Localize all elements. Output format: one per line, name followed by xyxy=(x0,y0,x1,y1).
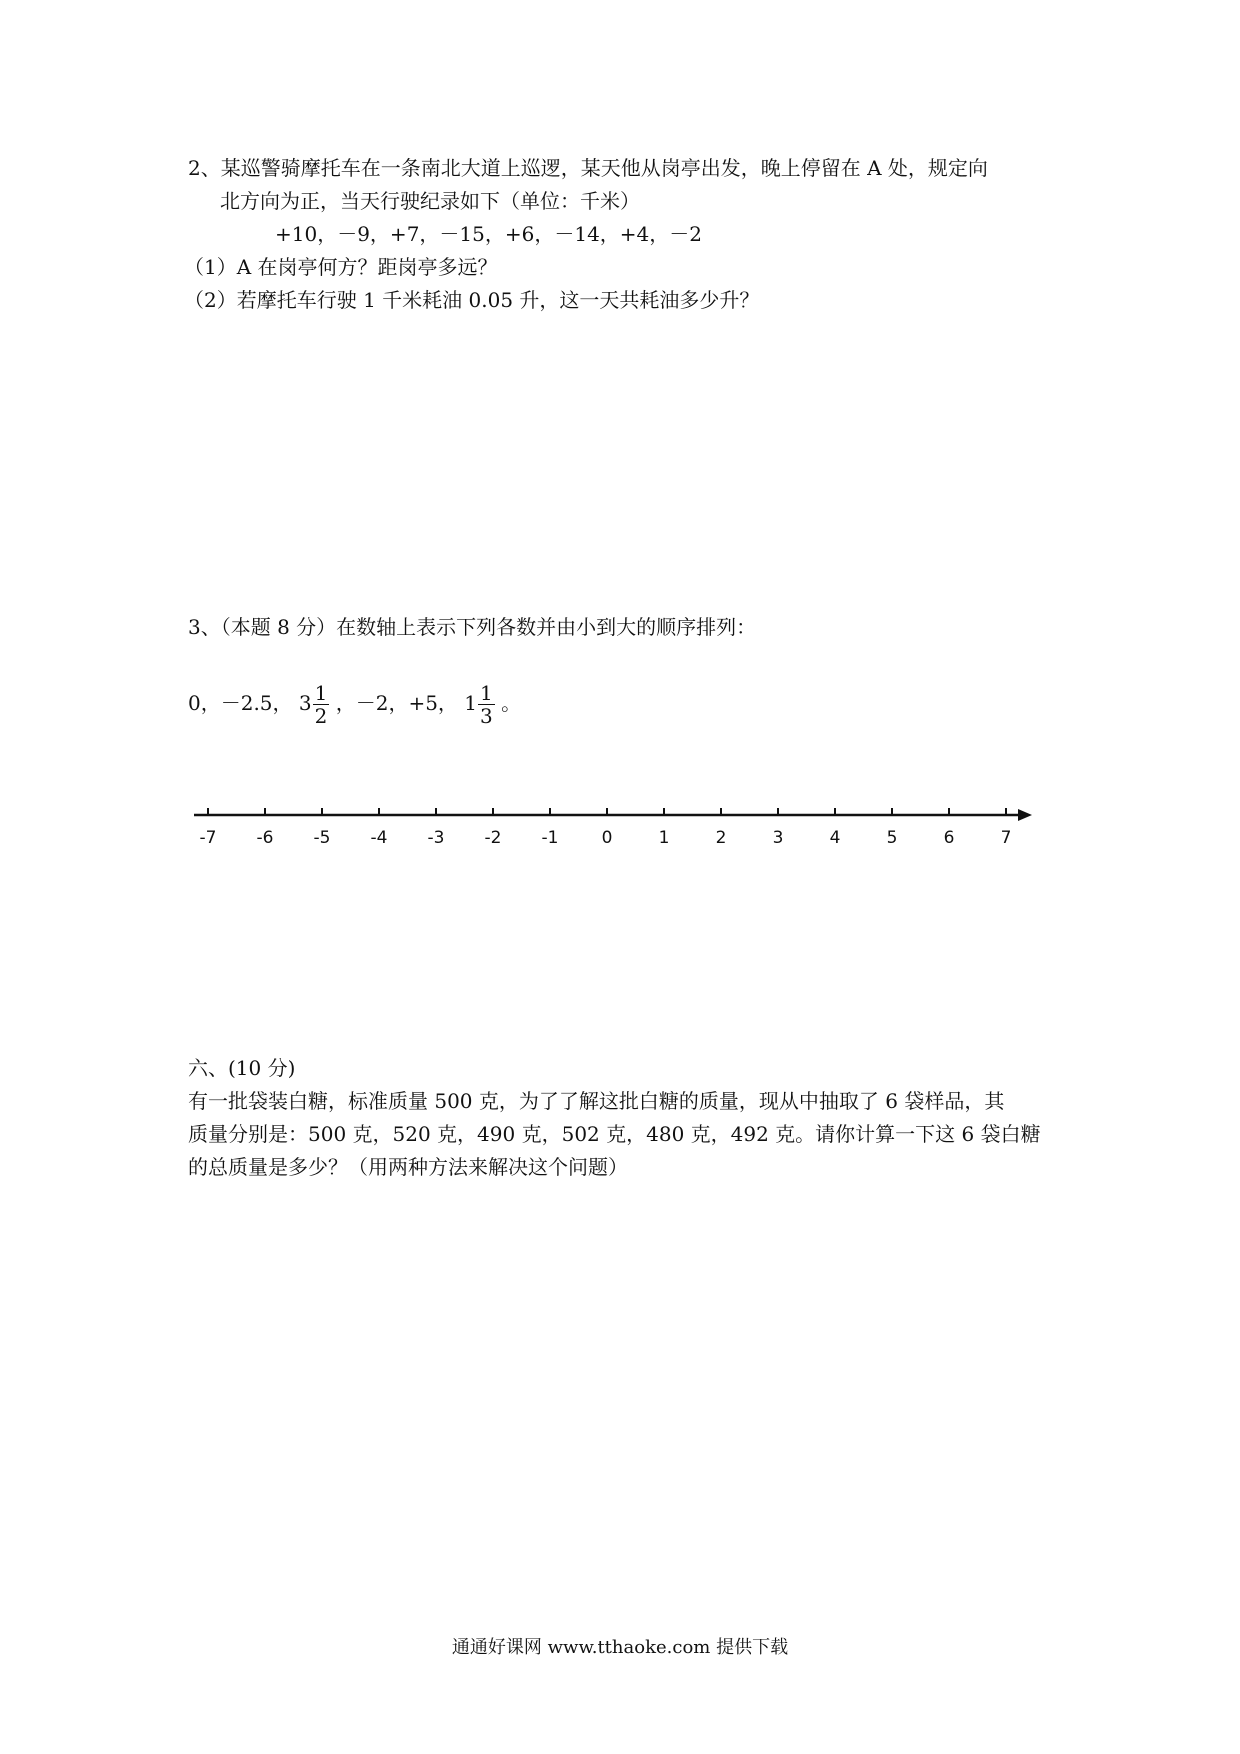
q3-title: 3、（本题 8 分）在数轴上表示下列各数并由小到大的顺序排列： xyxy=(188,615,757,639)
number-line-tick-label: -4 xyxy=(370,828,388,848)
q3-numbers-part-b: ，－2，+5， xyxy=(335,691,458,715)
number-line-tick-label: -5 xyxy=(313,828,331,848)
number-line-tick-label: 4 xyxy=(829,828,841,848)
number-line-tick-label: 6 xyxy=(943,828,955,848)
q2-line-2: 北方向为正，当天行驶纪录如下（单位：千米） xyxy=(220,189,640,213)
q2-sub-question-1: （1）A 在岗亭何方？距岗亭多远？ xyxy=(184,255,498,279)
q3-numbers-part-a: 0，－2.5， xyxy=(188,691,293,715)
number-line-tick-label: 2 xyxy=(715,828,727,848)
mixed-number-1-whole: 3 xyxy=(298,691,312,715)
number-line xyxy=(190,800,1040,860)
q6-line-3: 的总质量是多少？（用两种方法来解决这个问题） xyxy=(188,1155,628,1179)
mixed-number-2 xyxy=(464,681,501,728)
fraction-1 xyxy=(313,682,330,727)
fraction-1-numerator: 1 xyxy=(314,681,328,705)
q2-line-1: 2、某巡警骑摩托车在一条南北大道上巡逻，某天他从岗亭出发，晚上停留在 A 处，规定向 xyxy=(188,156,988,180)
q6-line-1: 有一批袋装白糖，标准质量 500 克，为了了解这批白糖的质量，现从中抽取了 6 袋样品，其 xyxy=(188,1089,1005,1113)
fraction-2-numerator: 1 xyxy=(480,681,493,705)
mixed-number-2-whole: 1 xyxy=(464,691,478,715)
fraction-2 xyxy=(478,682,495,727)
mixed-number-1 xyxy=(298,681,336,728)
q2-records: +10，－9，+7，－15，+6，－14，+4，－2 xyxy=(275,222,703,246)
fraction-2-denominator: 3 xyxy=(480,704,493,728)
number-line-tick-label: -2 xyxy=(484,828,502,848)
number-line-tick-label: 7 xyxy=(1000,828,1012,848)
q3-numbers xyxy=(188,682,521,727)
number-line-tick-label: 0 xyxy=(601,828,613,848)
q6-line-2: 质量分别是：500 克，520 克，490 克，502 克，480 克，492 克。请你计算一下这 6 袋白糖 xyxy=(188,1122,1041,1146)
number-line-tick-label: -1 xyxy=(541,828,559,848)
q3-numbers-end: 。 xyxy=(501,691,522,715)
number-line-tick-label: 5 xyxy=(886,828,898,848)
number-line-tick-label: 3 xyxy=(772,828,784,848)
number-line-tick-label: 1 xyxy=(658,828,670,848)
number-line-tick-label: -3 xyxy=(427,828,445,848)
number-line-tick-label: -6 xyxy=(256,828,274,848)
q2-sub-question-2: （2）若摩托车行驶 1 千米耗油 0.05 升，这一天共耗油多少升？ xyxy=(184,288,760,312)
number-line-arrow xyxy=(1018,809,1032,821)
page-footer: 通通好课网 www.tthaoke.com 提供下载 xyxy=(451,1637,789,1658)
q6-title: 六、(10 分) xyxy=(188,1056,296,1080)
number-line-tick-label: -7 xyxy=(199,828,217,848)
fraction-1-denominator: 2 xyxy=(314,704,328,728)
